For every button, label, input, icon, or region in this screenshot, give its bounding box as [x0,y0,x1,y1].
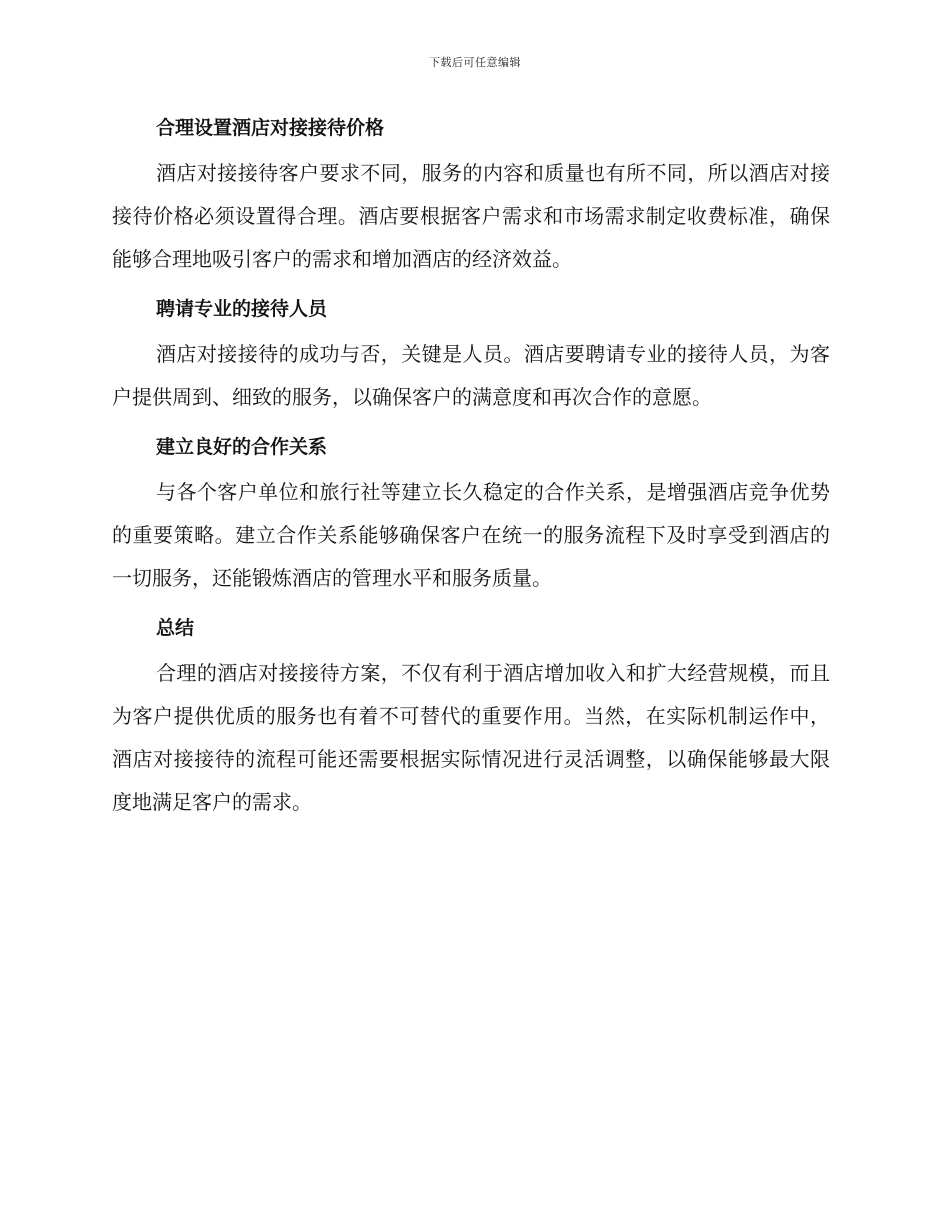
section-heading: 总结 [156,617,195,639]
section-paragraph: 合理的酒店对接接待方案，不仅有利于酒店增加收入和扩大经营规模，而且为客户提供优质的服务也有着不可替代的重要作用。当然，在实际机制运作中，酒店对接接待的流程可能还需要根据实际情况进行灵活调整，以确保能够最大限度地满足客户的需求。 [112,661,830,814]
section-heading: 合理设置酒店对接接待价格 [156,117,385,139]
section-heading: 建立良好的合作关系 [156,436,328,458]
header-note: 下载后可任意编辑 [429,56,521,69]
document-body [112,108,830,832]
section-partnership [112,427,830,600]
section-pricing [112,108,830,281]
section-summary [112,608,830,824]
section-paragraph: 酒店对接接待客户要求不同，服务的内容和质量也有所不同，所以酒店对接接待价格必须设置得合理。酒店要根据客户需求和市场需求制定收费标准，确保能够合理地吸引客户的需求和增加酒店的经济效益。 [112,161,830,271]
section-heading: 聘请专业的接待人员 [156,298,328,320]
section-staff [112,289,830,419]
section-paragraph: 酒店对接接待的成功与否，关键是人员。酒店要聘请专业的接待人员，为客户提供周到、细致的服务，以确保客户的满意度和再次合作的意愿。 [112,342,830,409]
section-paragraph: 与各个客户单位和旅行社等建立长久稳定的合作关系，是增强酒店竞争优势的重要策略。建立合作关系能够确保客户在统一的服务流程下及时享受到酒店的一切服务，还能锻炼酒店的管理水平和服务质量。 [112,480,830,590]
